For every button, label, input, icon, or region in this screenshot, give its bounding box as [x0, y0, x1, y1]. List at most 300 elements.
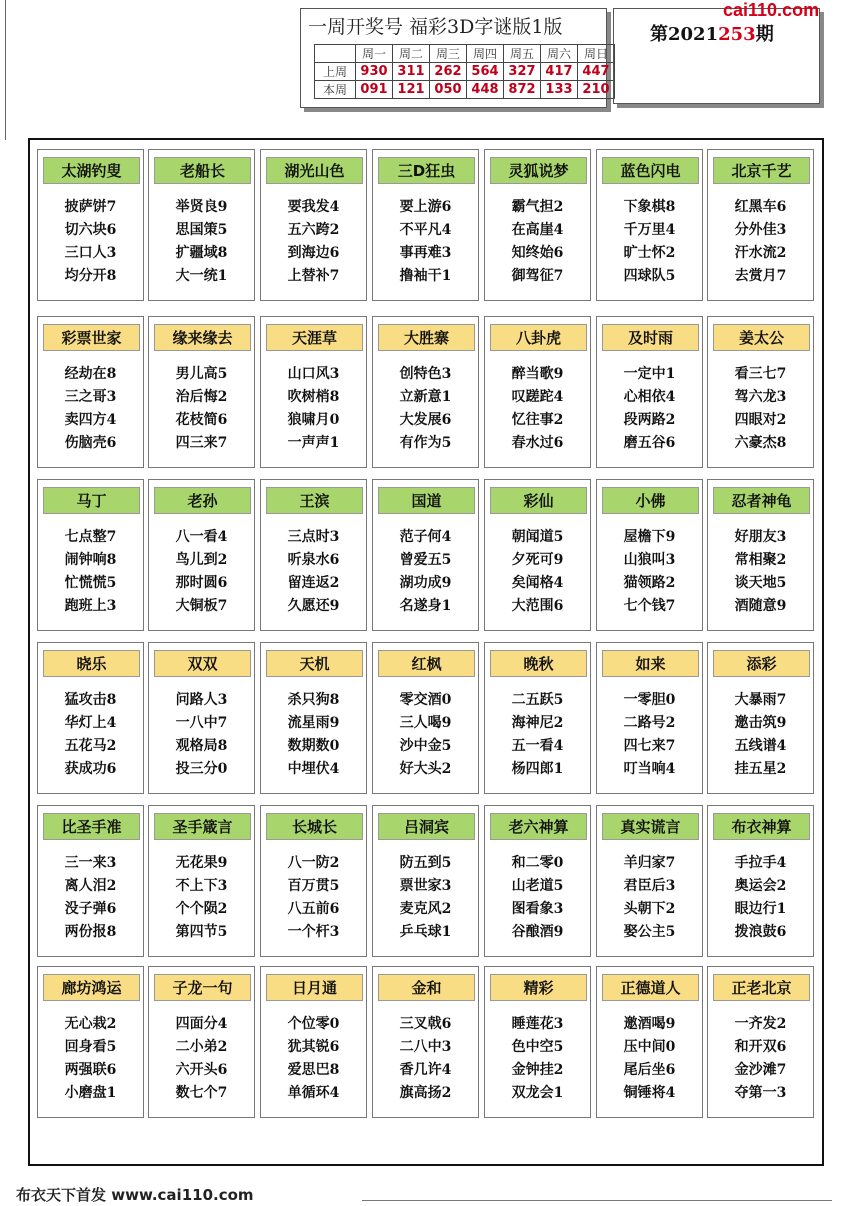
riddle-line: 听泉水6	[287, 552, 340, 568]
riddle-lines	[149, 852, 254, 944]
weekly-results-table	[314, 44, 615, 99]
riddle-line: 娶公主5	[623, 924, 676, 940]
riddle-line: 旗高扬2	[399, 1085, 452, 1101]
riddle-author: 太湖钓叟	[43, 157, 140, 184]
riddle-author: 灵狐说梦	[490, 157, 587, 184]
riddle-line: 一个杆3	[287, 924, 340, 940]
riddle-line: 三口人3	[64, 245, 117, 261]
riddle-line: 投三分0	[175, 761, 228, 777]
riddle-cell	[37, 316, 144, 468]
footer-divider	[362, 1200, 832, 1201]
riddle-line: 零交酒0	[399, 692, 452, 708]
riddle-lines	[261, 526, 366, 618]
riddle-line: 一零胆0	[623, 692, 676, 708]
riddle-lines	[261, 196, 366, 288]
riddle-lines	[373, 689, 478, 781]
riddle-cell	[596, 642, 703, 794]
riddle-line: 眼边行1	[734, 901, 787, 917]
riddle-line: 离人泪2	[64, 878, 117, 894]
riddle-line: 和二零0	[511, 855, 564, 871]
riddle-line: 五一看4	[511, 738, 564, 754]
riddle-cell	[37, 149, 144, 301]
riddle-line: 五花马2	[64, 738, 117, 754]
riddle-line: 金沙滩7	[734, 1062, 787, 1078]
riddle-cell	[37, 966, 144, 1118]
riddle-line: 图看象3	[511, 901, 564, 917]
riddle-lines	[261, 1013, 366, 1105]
riddle-line: 大暴雨7	[734, 692, 787, 708]
draw-number: 930	[356, 63, 393, 81]
riddle-author: 大胜寨	[378, 324, 475, 351]
riddle-line: 二五跃5	[511, 692, 564, 708]
day-header: 周六	[541, 45, 578, 63]
footer-text: 布衣天下首发 www.cai110.com	[16, 1186, 254, 1204]
riddle-line: 段两路2	[623, 412, 676, 428]
left-margin-line	[5, 0, 6, 140]
riddle-line: 一齐发2	[734, 1016, 787, 1032]
draw-number: 210	[578, 81, 615, 99]
riddle-author: 老孙	[154, 487, 251, 514]
draw-number: 417	[541, 63, 578, 81]
riddle-line: 两强联6	[64, 1062, 117, 1078]
issue-number: 253	[718, 24, 756, 45]
riddle-line: 二八中3	[399, 1039, 452, 1055]
riddle-line: 羊归家7	[623, 855, 676, 871]
riddle-line: 小磨盘1	[64, 1085, 117, 1101]
riddle-line: 邀击筑9	[734, 715, 787, 731]
riddle-line: 乒乓球1	[399, 924, 452, 940]
riddle-line: 红黑车6	[734, 199, 787, 215]
riddle-lines	[708, 689, 813, 781]
riddle-line: 爱思巴8	[287, 1062, 340, 1078]
riddle-lines	[38, 526, 143, 618]
riddle-lines	[597, 1013, 702, 1105]
riddle-line: 一声声1	[287, 435, 340, 451]
riddle-cell	[372, 316, 479, 468]
riddle-cell	[596, 805, 703, 957]
riddle-line: 流星雨9	[287, 715, 340, 731]
riddle-cell	[37, 642, 144, 794]
table-header-row	[315, 45, 615, 63]
riddle-line: 酒随意9	[734, 598, 787, 614]
riddle-cell	[372, 642, 479, 794]
riddle-author: 添彩	[713, 650, 810, 677]
riddle-line: 山狼叫3	[623, 552, 676, 568]
riddle-line: 二路号2	[623, 715, 676, 731]
riddle-line: 切六块6	[64, 222, 117, 238]
riddle-line: 好大头2	[399, 761, 452, 777]
riddle-author: 彩仙	[490, 487, 587, 514]
riddle-lines	[373, 1013, 478, 1105]
riddle-line: 看三七7	[734, 366, 787, 382]
riddle-line: 久愿还9	[287, 598, 340, 614]
riddle-author: 如来	[602, 650, 699, 677]
riddle-line: 中埋伏4	[287, 761, 340, 777]
riddle-author: 老船长	[154, 157, 251, 184]
riddle-line: 不上下3	[175, 878, 228, 894]
riddle-lines	[38, 1013, 143, 1105]
riddle-cell	[596, 149, 703, 301]
riddle-author: 王滨	[266, 487, 363, 514]
riddle-lines	[485, 1013, 590, 1105]
riddle-line: 八一看4	[175, 529, 228, 545]
riddle-author: 比圣手准	[43, 813, 140, 840]
draw-number: 448	[467, 81, 504, 99]
riddle-line: 忙慌慌5	[64, 575, 117, 591]
riddle-line: 色中空5	[511, 1039, 564, 1055]
riddle-line: 票世家3	[399, 878, 452, 894]
riddle-cell	[372, 479, 479, 631]
riddle-line: 杨四郎1	[511, 761, 564, 777]
riddle-author: 廊坊鸿运	[43, 974, 140, 1001]
riddle-author: 天机	[266, 650, 363, 677]
riddle-line: 跑班上3	[64, 598, 117, 614]
riddle-line: 两份报8	[64, 924, 117, 940]
table-row	[315, 63, 615, 81]
riddle-lines	[708, 363, 813, 455]
riddle-line: 第四节5	[175, 924, 228, 940]
riddle-author: 蓝色闪电	[602, 157, 699, 184]
riddle-line: 四三来7	[175, 435, 228, 451]
riddle-cell	[707, 966, 814, 1118]
riddle-line: 一八中7	[175, 715, 228, 731]
riddle-author: 金和	[378, 974, 475, 1001]
riddle-lines	[485, 363, 590, 455]
riddle-cell	[484, 479, 591, 631]
riddle-line: 春水过6	[511, 435, 564, 451]
riddle-line: 邀酒喝9	[623, 1016, 676, 1032]
riddle-line: 知终始6	[511, 245, 564, 261]
riddle-cell	[707, 805, 814, 957]
riddle-line: 到海边6	[287, 245, 340, 261]
riddle-author: 忍者神龟	[713, 487, 810, 514]
riddle-author: 长城长	[266, 813, 363, 840]
riddle-cell	[148, 316, 255, 468]
table-corner	[315, 45, 356, 63]
riddle-line: 心相依4	[623, 389, 676, 405]
riddle-cell	[707, 316, 814, 468]
riddle-line: 百万贯5	[287, 878, 340, 894]
riddle-author: 布衣神算	[713, 813, 810, 840]
riddle-line: 猛攻击8	[64, 692, 117, 708]
riddle-line: 驾六龙3	[734, 389, 787, 405]
riddle-line: 创特色3	[399, 366, 452, 382]
riddle-lines	[149, 689, 254, 781]
riddle-author: 三D狂虫	[378, 157, 475, 184]
riddle-lines	[38, 196, 143, 288]
site-logo[interactable]: cai110.com	[723, 0, 820, 20]
draw-number: 327	[504, 63, 541, 81]
riddle-line: 举贤良9	[175, 199, 228, 215]
riddle-line: 大发展6	[399, 412, 452, 428]
issue-suffix: 期	[755, 24, 774, 45]
riddle-line: 七个钱7	[623, 598, 676, 614]
riddle-author: 湖光山色	[266, 157, 363, 184]
riddle-lines	[708, 852, 813, 944]
riddle-author: 晓乐	[43, 650, 140, 677]
riddle-line: 问路人3	[175, 692, 228, 708]
riddle-author: 正老北京	[713, 974, 810, 1001]
riddle-line: 单循环4	[287, 1085, 340, 1101]
draw-number: 447	[578, 63, 615, 81]
riddle-line: 获成功6	[64, 761, 117, 777]
row-label: 上周	[315, 63, 356, 81]
riddle-author: 老六神算	[490, 813, 587, 840]
riddle-author: 姜太公	[713, 324, 810, 351]
riddle-line: 个位零0	[287, 1016, 340, 1032]
riddle-line: 披萨饼7	[64, 199, 117, 215]
riddle-cell	[484, 316, 591, 468]
riddle-line: 铜锤将4	[623, 1085, 676, 1101]
riddle-author: 及时雨	[602, 324, 699, 351]
riddle-line: 忆往事2	[511, 412, 564, 428]
riddle-line: 数期数0	[287, 738, 340, 754]
day-header: 周一	[356, 45, 393, 63]
riddle-cell	[707, 642, 814, 794]
riddle-cell	[484, 805, 591, 957]
riddle-lines	[261, 363, 366, 455]
riddle-line: 千万里4	[623, 222, 676, 238]
riddle-cell	[484, 642, 591, 794]
riddle-cell	[148, 805, 255, 957]
riddle-line: 华灯上4	[64, 715, 117, 731]
riddle-line: 三之哥3	[64, 389, 117, 405]
riddle-line: 防五到5	[399, 855, 452, 871]
riddle-cell	[260, 642, 367, 794]
riddle-line: 范子何4	[399, 529, 452, 545]
riddle-line: 湖功成9	[399, 575, 452, 591]
riddle-cell	[260, 316, 367, 468]
riddle-line: 拨浪鼓6	[734, 924, 787, 940]
riddle-line: 五六跨2	[287, 222, 340, 238]
riddle-lines	[149, 526, 254, 618]
riddle-line: 男儿高5	[175, 366, 228, 382]
draw-number: 564	[467, 63, 504, 81]
riddle-author: 吕洞宾	[378, 813, 475, 840]
riddle-line: 犹其锐6	[287, 1039, 340, 1055]
riddle-line: 屋檐下9	[623, 529, 676, 545]
riddle-line: 三叉戟6	[399, 1016, 452, 1032]
riddle-cell	[372, 805, 479, 957]
riddle-line: 手拉手4	[734, 855, 787, 871]
riddle-line: 狼啸月0	[287, 412, 340, 428]
riddle-line: 伤脑壳6	[64, 435, 117, 451]
riddle-author: 晚秋	[490, 650, 587, 677]
riddle-lines	[597, 852, 702, 944]
riddle-line: 治后悔2	[175, 389, 228, 405]
riddle-author: 精彩	[490, 974, 587, 1001]
riddle-line: 朝闻道5	[511, 529, 564, 545]
riddle-lines	[373, 363, 478, 455]
riddle-line: 山老道5	[511, 878, 564, 894]
riddle-lines	[38, 852, 143, 944]
riddle-line: 没子弹6	[64, 901, 117, 917]
riddle-line: 二小弟2	[175, 1039, 228, 1055]
day-header: 周日	[578, 45, 615, 63]
riddle-line: 无花果9	[175, 855, 228, 871]
riddle-cell	[148, 642, 255, 794]
riddle-line: 大一统1	[175, 268, 228, 284]
riddle-line: 那时圆6	[175, 575, 228, 591]
riddle-line: 八五前6	[287, 901, 340, 917]
riddle-line: 好朋友3	[734, 529, 787, 545]
riddle-author: 天涯草	[266, 324, 363, 351]
riddle-author: 真实谎言	[602, 813, 699, 840]
riddle-line: 观格局8	[175, 738, 228, 754]
riddle-line: 五线谱4	[734, 738, 787, 754]
riddle-line: 叮当响4	[623, 761, 676, 777]
riddle-line: 睡莲花3	[511, 1016, 564, 1032]
riddle-line: 和开双6	[734, 1039, 787, 1055]
riddle-line: 七点整7	[64, 529, 117, 545]
riddle-line: 麦克风2	[399, 901, 452, 917]
day-header: 周五	[504, 45, 541, 63]
riddle-line: 沙中金5	[399, 738, 452, 754]
riddle-line: 数七个7	[175, 1085, 228, 1101]
riddle-line: 要上游6	[399, 199, 452, 215]
riddle-line: 经劫在8	[64, 366, 117, 382]
riddle-line: 撸袖干1	[399, 268, 452, 284]
riddle-line: 分外佳3	[734, 222, 787, 238]
riddle-line: 回身看5	[64, 1039, 117, 1055]
riddle-line: 下象棋8	[623, 199, 676, 215]
riddle-line: 君臣后3	[623, 878, 676, 894]
riddle-lines	[708, 1013, 813, 1105]
riddle-line: 谷酿酒9	[511, 924, 564, 940]
riddle-line: 事再难3	[399, 245, 452, 261]
day-header: 周三	[430, 45, 467, 63]
riddle-lines	[149, 1013, 254, 1105]
riddle-cell	[260, 805, 367, 957]
riddle-line: 杀只狗8	[287, 692, 340, 708]
riddle-cell	[148, 149, 255, 301]
riddle-line: 矣闻格4	[511, 575, 564, 591]
riddle-line: 六开头6	[175, 1062, 228, 1078]
riddle-line: 四球队5	[623, 268, 676, 284]
riddle-line: 金钟挂2	[511, 1062, 564, 1078]
riddle-cell	[37, 805, 144, 957]
riddle-author: 圣手箴言	[154, 813, 251, 840]
riddle-lines	[373, 196, 478, 288]
riddle-cell	[596, 316, 703, 468]
riddle-line: 不平凡4	[399, 222, 452, 238]
riddle-line: 闹钟响8	[64, 552, 117, 568]
riddle-cell	[37, 479, 144, 631]
riddle-line: 香几许4	[399, 1062, 452, 1078]
riddle-line: 醉当歌9	[511, 366, 564, 382]
riddle-author: 日月通	[266, 974, 363, 1001]
riddle-cell	[596, 479, 703, 631]
riddle-line: 立新意1	[399, 389, 452, 405]
riddle-line: 夕死可9	[511, 552, 564, 568]
riddle-line: 汗水流2	[734, 245, 787, 261]
riddle-line: 均分开8	[64, 268, 117, 284]
riddle-line: 四眼对2	[734, 412, 787, 428]
riddle-cell	[260, 149, 367, 301]
riddle-line: 上替补7	[287, 268, 340, 284]
riddle-line: 一定中1	[623, 366, 676, 382]
riddle-cell	[372, 966, 479, 1118]
riddle-author: 子龙一句	[154, 974, 251, 1001]
riddle-line: 吹树梢8	[287, 389, 340, 405]
riddle-author: 红枫	[378, 650, 475, 677]
riddle-line: 四七来7	[623, 738, 676, 754]
table-row	[315, 81, 615, 99]
riddle-line: 霸气担2	[511, 199, 564, 215]
riddle-lines	[485, 689, 590, 781]
draw-number: 311	[393, 63, 430, 81]
riddle-line: 夺第一3	[734, 1085, 787, 1101]
riddle-lines	[261, 852, 366, 944]
riddle-lines	[708, 196, 813, 288]
riddle-line: 要我发4	[287, 199, 340, 215]
riddle-line: 尾后坐6	[623, 1062, 676, 1078]
riddle-line: 个个陨2	[175, 901, 228, 917]
riddle-cell	[707, 149, 814, 301]
riddle-line: 常相聚2	[734, 552, 787, 568]
riddle-line: 叹蹉跎4	[511, 389, 564, 405]
riddle-author: 国道	[378, 487, 475, 514]
riddle-lines	[373, 852, 478, 944]
riddle-line: 卖四方4	[64, 412, 117, 428]
riddle-cell	[148, 479, 255, 631]
day-header: 周四	[467, 45, 504, 63]
riddle-cell	[484, 149, 591, 301]
riddle-lines	[597, 526, 702, 618]
riddle-line: 鸟儿到2	[175, 552, 228, 568]
riddle-lines	[261, 689, 366, 781]
riddle-line: 去赏月7	[734, 268, 787, 284]
riddle-cell	[148, 966, 255, 1118]
riddle-author: 马丁	[43, 487, 140, 514]
riddle-lines	[485, 526, 590, 618]
riddle-line: 御驾征7	[511, 268, 564, 284]
issue-prefix: 第2021	[650, 24, 719, 45]
riddle-cell	[484, 966, 591, 1118]
riddle-author: 北京千艺	[713, 157, 810, 184]
riddle-lines	[149, 196, 254, 288]
riddle-line: 曾爱五5	[399, 552, 452, 568]
riddle-cell	[260, 966, 367, 1118]
riddle-line: 海神尼2	[511, 715, 564, 731]
riddle-line: 三人喝9	[399, 715, 452, 731]
riddle-line: 旷士怀2	[623, 245, 676, 261]
issue-label	[650, 20, 774, 46]
riddle-author: 八卦虎	[490, 324, 587, 351]
riddle-cell	[707, 479, 814, 631]
riddle-cell	[260, 479, 367, 631]
riddle-lines	[597, 196, 702, 288]
riddle-lines	[485, 196, 590, 288]
riddle-lines	[597, 363, 702, 455]
draw-number: 133	[541, 81, 578, 99]
riddle-lines	[149, 363, 254, 455]
riddle-cell	[596, 966, 703, 1118]
riddle-line: 六豪杰8	[734, 435, 787, 451]
riddle-line: 挂五星2	[734, 761, 787, 777]
riddle-lines	[38, 689, 143, 781]
riddle-author: 小佛	[602, 487, 699, 514]
riddle-lines	[485, 852, 590, 944]
riddle-line: 磨五谷6	[623, 435, 676, 451]
riddle-author: 双双	[154, 650, 251, 677]
riddle-line: 留连返2	[287, 575, 340, 591]
riddle-line: 奥运会2	[734, 878, 787, 894]
draw-number: 262	[430, 63, 467, 81]
riddle-lines	[38, 363, 143, 455]
riddle-line: 八一防2	[287, 855, 340, 871]
riddle-line: 有作为5	[399, 435, 452, 451]
